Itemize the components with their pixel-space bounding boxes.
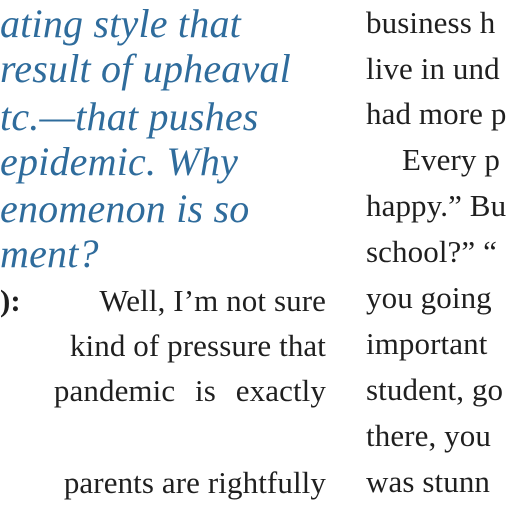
right-line-11: was stunn [366,464,491,499]
right-line-7: you going [366,280,492,315]
right-line-4: Every p [402,142,500,177]
answer-line-1 [0,285,326,316]
question-line-4: epidemic. Why [0,139,239,184]
right-line-5: happy.” Bu [366,188,507,223]
answer-line-4: parents are rightfully [63,465,326,500]
question-line-1: ating style that [0,1,241,46]
right-line-2: live in und [366,51,500,86]
answer-line-2: kind of pressure that [69,328,326,363]
right-line-10: there, you [366,418,491,453]
answer-line-3: pandemic is exactly [53,373,326,408]
answer-speaker: ): [0,283,21,318]
right-line-9: student, go [366,372,504,407]
right-line-1: business h [366,5,496,40]
question-line-6: ment? [0,231,99,276]
question-line-2: result of upheaval [0,46,291,91]
question-line-3: tc.—that pushes [0,94,259,139]
right-line-3: had more p [366,96,507,131]
answer-text-1: Well, I’m not sure [99,283,326,318]
right-line-8: important [366,326,488,361]
question-line-5: enomenon is so [0,186,250,231]
right-line-6: school?” “ [366,234,497,269]
